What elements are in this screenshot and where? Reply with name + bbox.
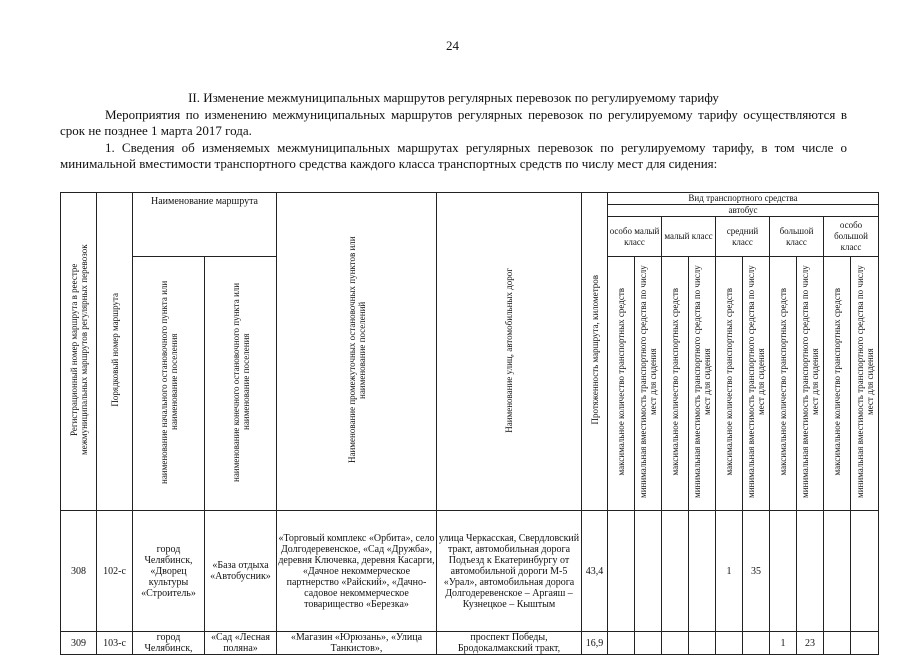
header-max-count: максимальное количество транспортных средств xyxy=(662,257,689,511)
header-vehicle-type: Вид транспортного средства xyxy=(608,193,879,205)
cell-reg: 309 xyxy=(61,632,97,655)
cell-intermediate: «Магазин «Юрюзань», «Улица Танкистов», xyxy=(277,632,437,655)
header-intermediate: Наименование промежуточных остановочных пунктов или наименование поселений xyxy=(277,193,437,511)
header-streets: Наименование улиц, автомобильных дорог xyxy=(437,193,582,511)
header-min-capacity: минимальная вместимость транспортного средства по числу мест для сидения xyxy=(635,257,662,511)
cell-min-capacity xyxy=(797,511,824,632)
cell-end: «Сад «Лесная поляна» xyxy=(205,632,277,655)
cell-end: «База отдыха «Автобусник» xyxy=(205,511,277,632)
cell-max-count xyxy=(662,632,689,655)
cell-max-count xyxy=(608,632,635,655)
table-row xyxy=(61,511,879,632)
section-heading: II. Изменение межмуниципальных маршрутов регулярных перевозок по регулируемому тарифу xyxy=(188,90,719,105)
header-class-small: малый класс xyxy=(662,217,716,257)
cell-intermediate: «Торговый комплекс «Орбита», село Долгодеревенское, «Сад «Дружба», деревня Ключевка, деревня Касарги, «Дачное некоммерческое партнерство «Райский», «Дачно-садовое некоммерческое товарищество «Березка» xyxy=(277,511,437,632)
header-start-stop: наименование начального остановочного пункта или наименование поселения xyxy=(133,257,205,511)
cell-max-count xyxy=(824,632,851,655)
header-min-capacity: минимальная вместимость транспортного средства по числу мест для сидения xyxy=(797,257,824,511)
cell-length: 16,9 xyxy=(582,632,608,655)
cell-min-capacity xyxy=(743,632,770,655)
cell-min-capacity: 23 xyxy=(797,632,824,655)
header-reg-number: Регистрационный номер маршрута в реестре межмуниципальных маршрутов регулярных перевозок xyxy=(61,193,97,511)
header-max-count: максимальное количество транспортных средств xyxy=(716,257,743,511)
header-length: Протяженность маршрута, километров xyxy=(582,193,608,511)
header-class-extra-small: особо малый класс xyxy=(608,217,662,257)
cell-min-capacity xyxy=(689,632,716,655)
cell-min-capacity xyxy=(635,511,662,632)
header-route-name: Наименование маршрута xyxy=(133,193,277,257)
cell-max-count: 1 xyxy=(770,632,797,655)
cell-order: 102-с xyxy=(97,511,133,632)
table-row xyxy=(61,632,879,655)
cell-max-count xyxy=(824,511,851,632)
paragraph-info: 1. Сведения об изменяемых межмуниципальных маршрутах регулярных перевозок по регулируемому тарифу, в том числе о минимальной вместимости транспортного средства каждого класса транспортных средств по числу мест для сидения: xyxy=(60,140,847,171)
paragraph-deadline: Мероприятия по изменению межмуниципальных маршрутов регулярных перевозок по регулируемому тарифу осуществляются в срок не позднее 1 марта 2017 года. xyxy=(60,107,847,138)
header-min-capacity: минимальная вместимость транспортного средства по числу мест для сидения xyxy=(743,257,770,511)
header-end-stop: наименование конечного остановочного пункта или наименование поселения xyxy=(205,257,277,511)
cell-streets: проспект Победы, Бродокалмакский тракт, xyxy=(437,632,582,655)
cell-max-count xyxy=(716,632,743,655)
header-bus: автобус xyxy=(608,205,879,217)
cell-max-count xyxy=(662,511,689,632)
header-max-count: максимальное количество транспортных средств xyxy=(608,257,635,511)
cell-min-capacity: 35 xyxy=(743,511,770,632)
cell-start: город Челябинск, xyxy=(133,632,205,655)
header-order-number: Порядковый номер маршрута xyxy=(97,193,133,511)
header-min-capacity: минимальная вместимость транспортного средства по числу мест для сидения xyxy=(689,257,716,511)
header-max-count: максимальное количество транспортных средств xyxy=(770,257,797,511)
cell-max-count xyxy=(608,511,635,632)
cell-reg: 308 xyxy=(61,511,97,632)
page-number: 24 xyxy=(446,38,459,53)
cell-streets: улица Черкасская, Свердловский тракт, автомобильная дорога Подъезд к Екатеринбургу от автомобильной дороги М-5 «Урал», автомобильная дорога Долгодеревенское – Аргаяш – Кузнецкое – Кыштым xyxy=(437,511,582,632)
header-class-medium: средний класс xyxy=(716,217,770,257)
cell-min-capacity xyxy=(689,511,716,632)
cell-min-capacity xyxy=(851,632,879,655)
cell-start: город Челябинск, «Дворец культуры «Строитель» xyxy=(133,511,205,632)
cell-length: 43,4 xyxy=(582,511,608,632)
header-class-large: большой класс xyxy=(770,217,824,257)
cell-max-count: 1 xyxy=(716,511,743,632)
cell-max-count xyxy=(770,511,797,632)
cell-min-capacity xyxy=(851,511,879,632)
routes-table xyxy=(60,192,879,655)
cell-order: 103-с xyxy=(97,632,133,655)
header-max-count: максимальное количество транспортных средств xyxy=(824,257,851,511)
header-class-extra-large: особо большой класс xyxy=(824,217,879,257)
cell-min-capacity xyxy=(635,632,662,655)
header-min-capacity: минимальная вместимость транспортного средства по числу мест для сидения xyxy=(851,257,879,511)
